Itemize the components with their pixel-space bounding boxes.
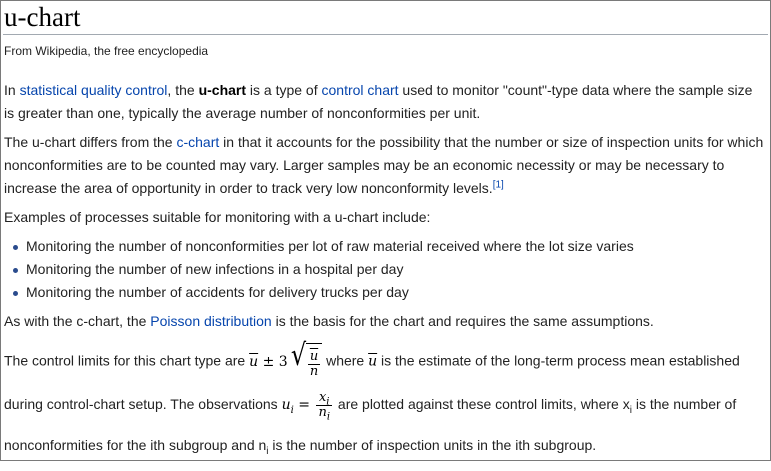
title-divider [3,34,768,35]
examples-intro: Examples of processes suitable for monitoring with a u-chart include: [4,209,431,225]
math-sub-i: i [290,404,294,416]
text: is a type of [246,82,322,98]
poisson-paragraph [4,310,766,333]
math-fraction-obs [316,389,332,423]
text: in that it accounts for the possibility that the number or size of inspection units for which nonconformities are to be counted may vary. Larger samples may be an economic necessity or may be necessary to increase the area of opportunity in order to track very low nonconformity levels. [4,134,764,196]
math-sub-i: i [326,396,330,408]
citation-link-1[interactable]: [1] [492,179,504,191]
text: is the estimate of the long-term process mean established during control-chart setup. The observations [4,352,740,412]
text: where [322,352,369,369]
site-tagline: From Wikipedia, the free encyclopedia [4,44,209,58]
link-c-chart[interactable]: c-chart [176,134,220,150]
term-u-chart: u-chart [198,82,247,98]
list-item: Monitoring the number of accidents for delivery trucks per day [26,281,766,304]
text: The control limits for this chart type are [4,352,250,369]
text: As with the c-chart, the [4,313,151,329]
text: is the number of nonconformities for the ith subgroup and n [4,396,737,453]
citation-1 [493,179,504,190]
article-body [4,79,766,471]
math-fraction [308,350,320,379]
math-sub-i: i [326,411,331,423]
control-limit-formula [249,338,322,379]
text: , the [167,82,199,98]
math-denominator: n [309,363,319,379]
math-sqrt [289,339,323,384]
math-pm: ± [262,353,275,370]
subscript-i: i [266,445,269,457]
subscript-i: i [629,404,632,416]
text: is the basis for the chart and requires the same assumptions. [271,313,654,329]
math-ubar: $\overline{u}$ [249,353,259,370]
c-chart-paragraph [4,131,766,200]
math-n: n [318,404,327,420]
control-limits-paragraph [4,339,766,465]
link-statistical-quality-control[interactable]: statistical quality control [19,82,168,98]
list-item: Monitoring the number of nonconformities per lot of raw material received where the lot size varies [26,235,766,258]
math-denominator-obs [316,404,332,423]
math-three: 3 [278,353,288,370]
list-item: Monitoring the number of new infections in a hospital per day [26,258,766,281]
math-numerator-obs [316,389,332,408]
math-x: x [318,389,327,405]
text: is the number of inspection units in the ith subgroup. [268,437,597,453]
math-ubar-inline: $\overline{u}$ [368,353,378,370]
text: In [4,82,20,98]
link-control-chart[interactable]: control chart [321,82,399,98]
radicand [306,343,322,384]
math-equals: = [298,397,310,413]
page-title: u-chart [4,2,81,32]
observation-formula [281,389,334,423]
text: are plotted against these control limits, where x [334,396,630,412]
text: used to monitor "count"-type data where the sample size is greater than one, typically the average number of nonconformities per unit. [4,82,753,121]
examples-list [4,235,766,304]
math-u: u [281,397,291,413]
link-poisson-distribution[interactable]: Poisson distribution [150,313,272,329]
radical-sign: √ [290,338,306,373]
intro-paragraph [4,79,766,125]
math-numerator: u [309,348,319,364]
text: The u-chart differs from the [4,134,177,150]
